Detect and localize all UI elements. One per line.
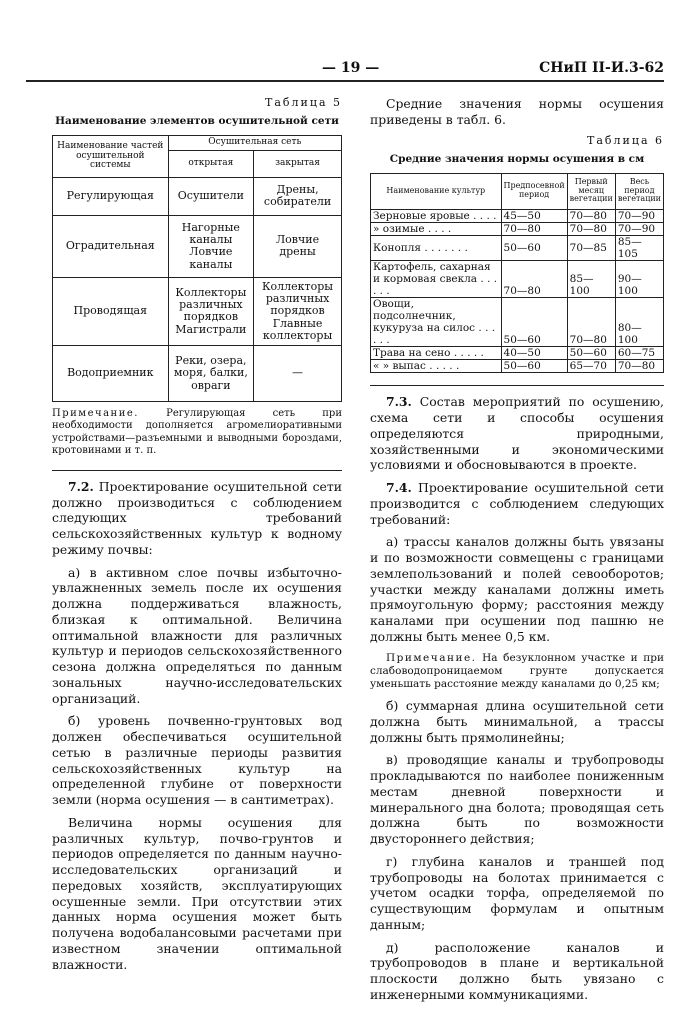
table5-cell: Реки, озера, моря, балки, овраги [168,345,254,401]
table-row [53,215,342,277]
left-column [52,96,342,979]
table5-cell: Водоприемник [53,345,169,401]
table5-header-part: Наименование частей осушительной системы [53,136,169,178]
paragraph: а) в активном слое почвы избыточно-увлажненных земель после их осушения должна поддерживаться влажность, близкая к оптимальной. Величина оптимальной влажности для различных культур и периодов сельскохозяйственного сезона должна определяться по данным зональных научно-исследовательских организаций. [52,564,342,706]
clause-number: 7.2. [68,478,94,494]
table5-cell: Проводящая [53,277,169,345]
table6-crop: Картофель, сахарная и кормовая свекла . . . . . . [371,260,502,297]
note-label: Примечание. [386,651,477,664]
table5-cell: — [254,345,342,401]
table5-header-closed: закрытая [254,150,342,177]
table5-cell: Коллекторы различных порядков Главные коллекторы [254,277,342,345]
note [370,652,664,691]
paragraph: Состав мероприятий по осушению, схема сети и способы осушения определяются природными, хозяйственными и экономическими условиями и обосновываются в проекте. [370,394,664,473]
table-row [371,298,664,347]
divider [52,470,342,471]
table6-header-all: Весь период вегетации [615,173,663,209]
table6 [370,173,664,374]
paragraph: д) расположение каналов и трубопроводов в плане и вертикальной плоскости должно быть увязано с инженерными коммуникациями. [370,939,664,1002]
table6-value: 90—100 [615,260,663,297]
paragraph: Проектирование осушительной сети производится с соблюдением следующих требований: [370,480,664,527]
table5-cell: Осушители [168,177,254,215]
table-row [371,209,664,222]
paragraph: в) проводящие каналы и трубопроводы прокладываются по наиболее пониженным местам дневной поверхности и минерального дна болота; проводящая сеть должна быть по возможности двустороннего действия; [370,752,664,846]
table6-header-first: Первый месяц вегетации [567,173,615,209]
right-body-text-continued [370,698,664,1003]
table-row [371,360,664,373]
document-code: СНиП II-И.3-62 [539,60,664,76]
paragraph: а) трассы каналов должны быть увязаны и по возможности совмещены с границами землепользований и полей севооборотов; участки между каналами должны иметь прямоугольную форму; расстояния между каналами при осушении под пашню не должны быть менее 0,5 км. [370,534,664,644]
table-row [371,260,664,297]
table6-value: 70—80 [501,260,567,297]
table6-crop: Зерновые яровые . . . . [371,209,502,222]
table5-note [52,408,342,458]
table6-value: 50—60 [567,347,615,360]
right-column [370,96,664,1010]
table6-value: 85—100 [567,260,615,297]
table5-cell: Ловчие дрены [254,215,342,277]
table5-caption: Наименование элементов осушительной сети [55,115,339,127]
table-row [371,222,664,235]
paragraph: б) уровень почвенно-грунтовых вод должен обеспечиваться осушительной сетью в различные периоды развития сельскохозяйственных культур на определенной глубине от поверхности земли (норма осушения — в сантиметрах). [52,713,342,808]
table6-value: 80—100 [615,298,663,347]
table6-crop: Овощи, подсолнечник, кукуруза на силос . . . . . . [371,298,502,347]
table6-crop: « » выпас . . . . . [371,360,502,373]
table5-cell: Коллекторы различных порядков Магистрали [168,277,254,345]
table6-value: 50—60 [501,235,567,260]
table-row [371,235,664,260]
table6-value: 70—80 [615,360,663,373]
paragraph: б) суммарная длина осушительной сети должна быть минимальной, а трассы должны быть прямолинейны; [370,698,664,745]
table6-value: 70—90 [615,222,663,235]
table6-crop: Конопля . . . . . . . [371,235,502,260]
table6-value: 40—50 [501,347,567,360]
table6-value: 60—75 [615,347,663,360]
table6-value: 50—60 [501,298,567,347]
right-body-text [370,394,664,644]
table6-header-pre: Предпосевной период [501,173,567,209]
table6-value: 85—105 [615,235,663,260]
table-row [53,277,342,345]
table5-cell: Регулирующая [53,177,169,215]
table5-header-network: Осушительная сеть [168,136,341,151]
paragraph: Величина нормы осушения для различных культур, почво-грунтов и периодов определяется по данным научно-исследовательских организаций и передовых хозяйств, эксплуатирующих осушенные земли. При отсутствии этих данных норма осушения может быть получена водобалансовыми расчетами при известном значении оптимальной влажности. [52,814,342,972]
page-header [26,56,664,82]
table-row [53,345,342,401]
paragraph: Проектирование осушительной сети должно производиться с соблюдением следующих требований сельскохозяйственных культур к водному режиму почвы: [52,478,342,557]
table6-value: 70—90 [615,209,663,222]
page-number: — 19 — [322,60,380,76]
table6-crop: » озимые . . . . [371,222,502,235]
divider [370,385,664,386]
table6-crop: Трава на сено . . . . . [371,347,502,360]
paragraph: г) глубина каналов и траншей под трубопроводы на болотах принимается с учетом осадки торфа, определяемой по существующим формулам и опытным данным; [370,853,664,932]
table5-header-open: открытая [168,150,254,177]
table6-value: 70—80 [567,222,615,235]
table5-note-label: Примечание. [52,407,139,419]
table5-cell: Нагорные каналы Ловчие каналы [168,215,254,277]
table6-value: 70—80 [567,298,615,347]
table6-value: 70—85 [567,235,615,260]
table6-label: Таблица 6 [587,133,664,147]
table5-cell: Оградительная [53,215,169,277]
table6-value: 45—50 [501,209,567,222]
table-row [371,347,664,360]
table5 [52,135,342,402]
table6-value: 65—70 [567,360,615,373]
note-text: На безуклонном участке и при слабоводопроницаемом грунте допускается уменьшать расстояние между каналами до 0,25 км; [370,651,664,690]
left-body-text [52,479,342,973]
table6-value: 50—60 [501,360,567,373]
table-row [53,177,342,215]
table5-cell: Дрены, собиратели [254,177,342,215]
table6-value: 70—80 [501,222,567,235]
clause-number: 7.4. [386,480,412,496]
table6-caption: Средние значения нормы осушения в см [389,152,645,165]
clause-number: 7.3. [386,394,412,410]
table6-header-crop: Наименование культур [371,173,502,209]
table5-note-text: Регулирующая сеть при необходимости дополняется агромелиоративными устройствами—разъемными и выводными бороздами, кротовинами и т. п. [52,407,342,457]
table6-value: 70—80 [567,209,615,222]
table5-label: Таблица 5 [265,96,342,109]
paragraph: Средние значения нормы осушения приведены в табл. 6. [370,96,664,127]
